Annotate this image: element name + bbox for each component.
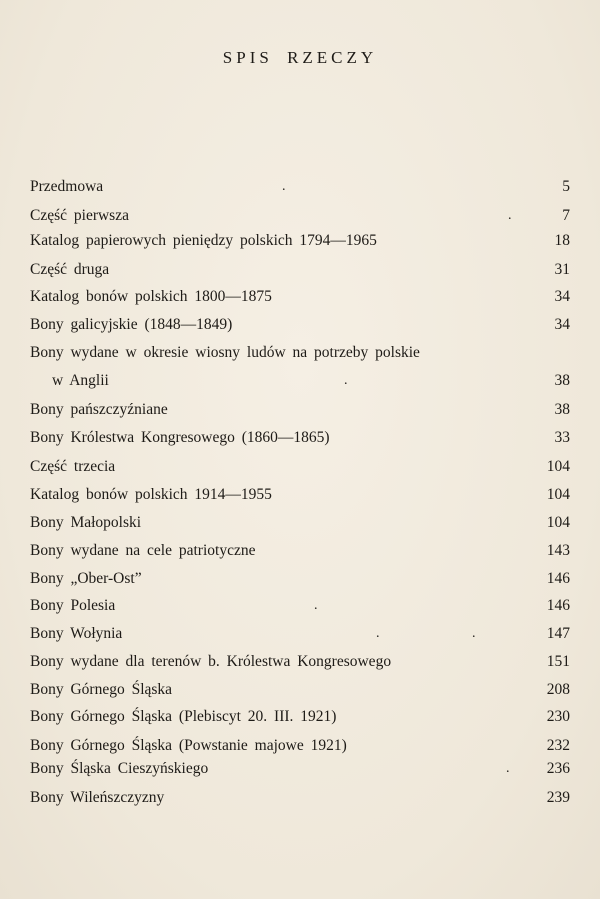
toc-entry [30,174,570,200]
toc-entry-label: Bony Śląska Cieszyńskiego [30,760,209,777]
toc-entry [30,566,570,592]
toc-entry [30,397,570,423]
toc-entry-page: 5 [562,178,570,195]
leader-dot: . [506,761,510,776]
toc-entry-label: Bony Królestwa Kongresowego (1860—1865) [30,429,330,446]
toc-entry-label: Bony Górnego Śląska (Plebiscyt 20. III. 1921) [30,708,337,725]
toc-entry-page: 31 [554,261,570,278]
toc-entry-label: Katalog bonów polskich 1800—1875 [30,288,272,305]
toc-entry-label: Bony galicyjskie (1848—1849) [30,316,233,333]
toc-entry-label: Bony Górnego Śląska [30,681,173,698]
toc-entry-page: 151 [546,653,570,670]
toc-entry-page: 230 [546,708,570,725]
toc-entry-page: 38 [554,401,570,418]
toc-entry-label: Bony pańszczyźniane [30,401,168,418]
toc-entry-page: 239 [546,789,570,806]
toc-entry [30,510,570,536]
toc-entry-label: Bony Wołynia [30,625,123,642]
toc-entry [30,340,570,366]
toc-entry [30,312,570,338]
toc-entry [30,482,570,508]
toc-entry [30,425,570,451]
toc-entry [30,677,570,703]
toc-entry-page: 34 [554,316,570,333]
table-of-contents [30,0,570,899]
toc-entry-label: Katalog papierowych pieniędzy polskich 1794—1965 [30,232,377,249]
toc-entry [30,593,570,619]
toc-entry [30,621,570,647]
toc-entry-page: 38 [554,372,570,389]
leader-dot: . [314,598,318,613]
toc-entry-label: Bony wydane dla terenów b. Królestwa Kongresowego [30,653,392,670]
toc-entry [30,257,570,283]
toc-entry-page: 147 [546,625,570,642]
leader-dot: . [344,373,348,388]
toc-entry-label: Katalog bonów polskich 1914—1955 [30,486,272,503]
toc-entry-page: 7 [562,207,570,224]
toc-entry [30,228,570,254]
leader-dot: . [508,208,512,223]
toc-entry [30,284,570,310]
toc-entry [30,704,570,730]
leader-dot: . [376,626,380,641]
toc-entry-page: 146 [546,597,570,614]
toc-entry [30,538,570,564]
toc-entry-page: 18 [554,232,570,249]
page-title: SPIS RZECZY [222,48,378,67]
toc-entry-label: Część trzecia [30,458,116,475]
toc-entry-page: 104 [546,486,570,503]
toc-entry-label: Część pierwsza [30,207,129,224]
toc-entry-label: Bony wydane w okresie wiosny ludów na potrzeby polskie [30,344,420,361]
leader-dot: . [282,179,286,194]
toc-entry [30,203,570,229]
toc-entry [30,785,570,811]
toc-entry-label: Bony „Ober-Ost” [30,570,142,587]
toc-entry-page: 236 [546,760,570,777]
toc-entry [30,756,570,782]
toc-entry-label: Bony Wileńszczyzny [30,789,165,806]
toc-entry [30,454,570,480]
toc-entry-page: 208 [546,681,570,698]
toc-entry-page: 143 [546,542,570,559]
toc-entry-label: Przedmowa [30,178,104,195]
toc-entry [30,649,570,675]
toc-entry-page: 34 [554,288,570,305]
toc-entry-label: Bony wydane na cele patriotyczne [30,542,256,559]
toc-entry-page: 232 [546,737,570,754]
toc-entry-label: Bony Małopolski [30,514,142,531]
toc-entry-label: Bony Górnego Śląska (Powstanie majowe 1921) [30,737,347,754]
toc-entry [30,368,570,394]
toc-entry-label: w Anglii [52,372,109,389]
toc-entry-page: 33 [554,429,570,446]
leader-dot: . [472,626,476,641]
toc-entry-label: Część druga [30,261,110,278]
toc-entry-label: Bony Polesia [30,597,116,614]
toc-entry-page: 104 [546,514,570,531]
toc-entry-page: 104 [546,458,570,475]
toc-entry-page: 146 [546,570,570,587]
